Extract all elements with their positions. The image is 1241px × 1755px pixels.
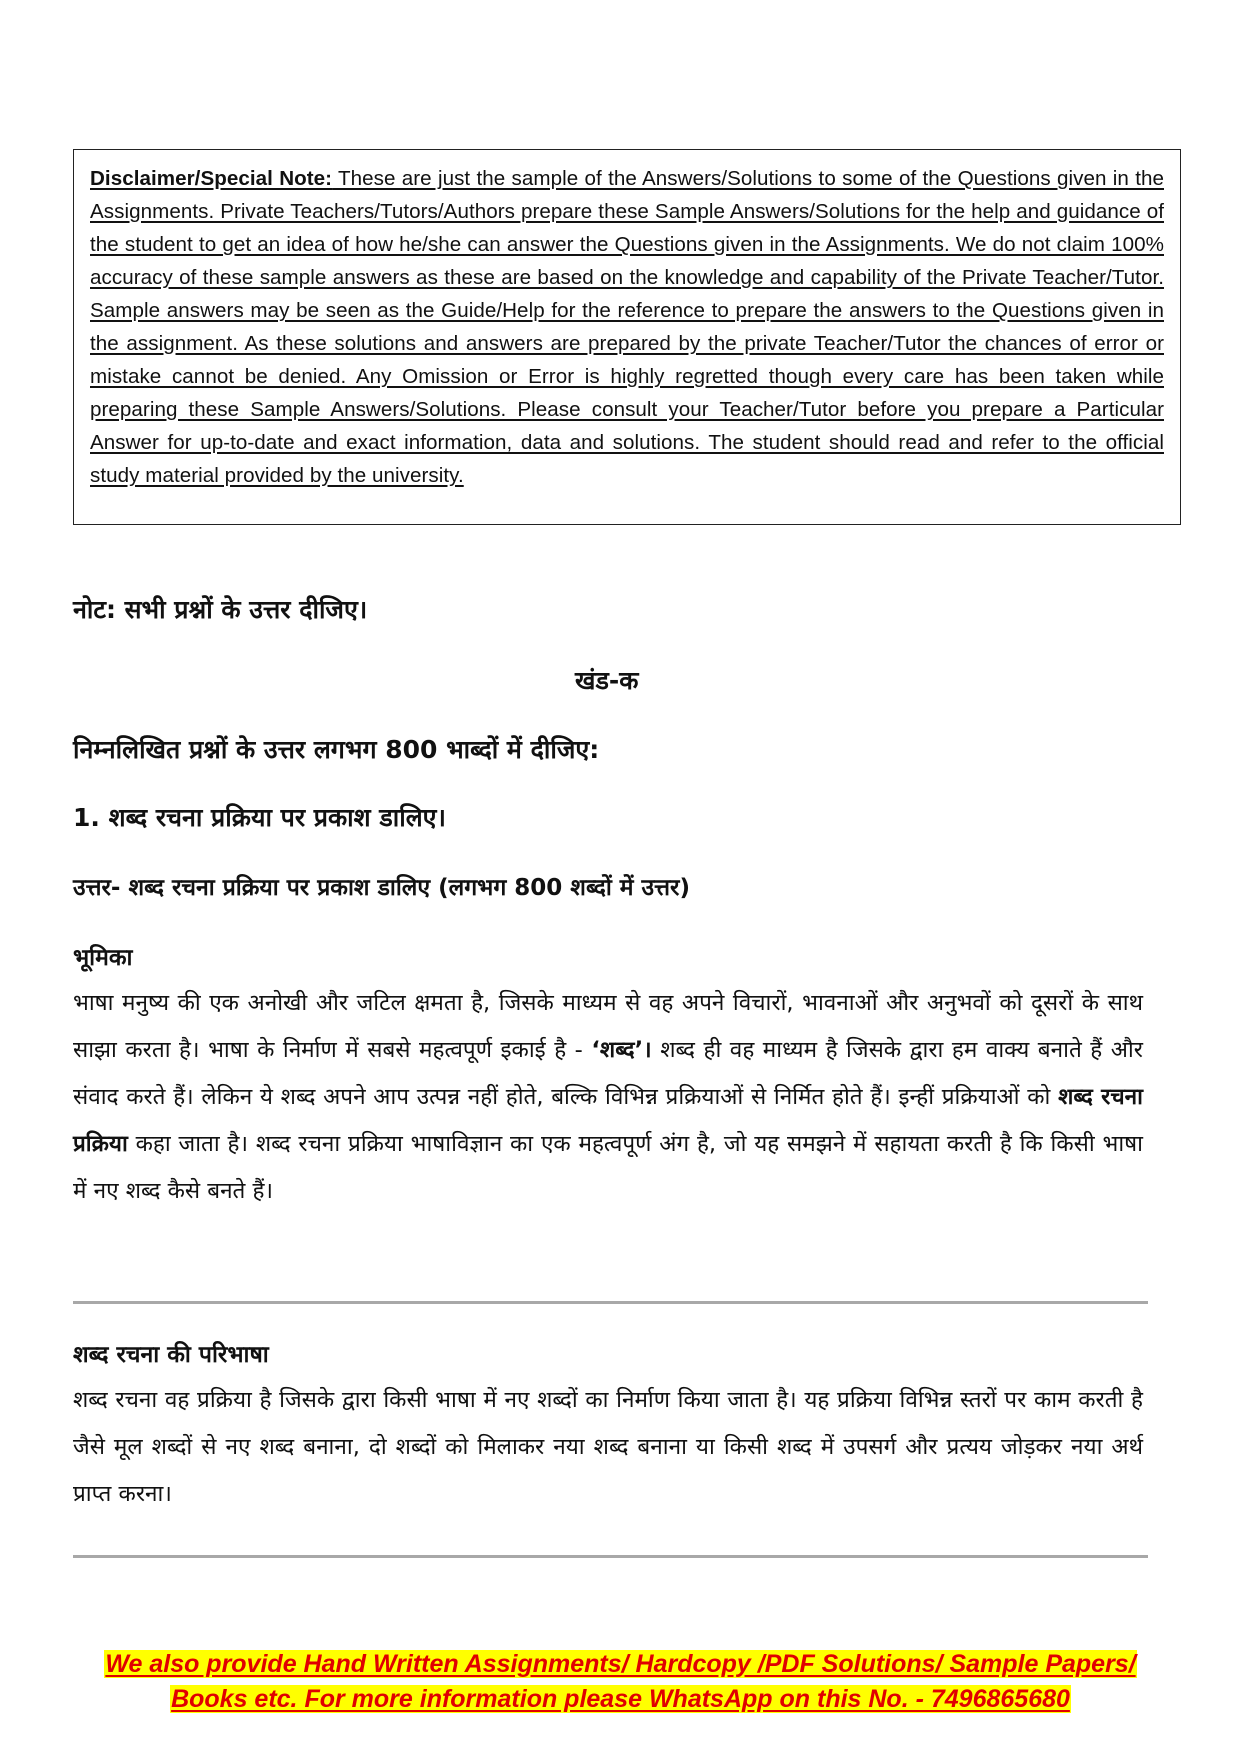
answer-heading: उत्तर- शब्द रचना प्रक्रिया पर प्रकाश डालिए (लगभग 800 शब्दों में उत्तर) — [73, 875, 690, 901]
promo-banner — [0, 1647, 1241, 1717]
disclaimer-text — [90, 162, 1164, 492]
disclaimer-body: These are just the sample of the Answers/Solutions to some of the Questions given in the Assignments. Private Teachers/Tutors/Authors prepare these Sample Answers/Solutions for the help and guidance of the student to get an idea of how he/she can answer the Questions given in the Assignments. We do not claim 100% accuracy of these sample answers as these are based on the knowledge and capability of the Private Teacher/Tutor. Sample answers may be seen as the Guide/Help for the reference to prepare the answers to the Questions given in the assignment. As these solutions and answers are prepared by the private Teacher/Tutor the chances of error or mistake cannot be denied. Any Omission or Error is highly regretted though every care has been taken while preparing these Sample Answers/Solutions. Please consult your Teacher/Tutor before you prepare a Particular Answer for up-to-date and exact information, data and solutions. The student should read and refer to the official study material provided by the university. — [90, 167, 1164, 487]
definition-heading: शब्द रचना की परिभाषा — [73, 1342, 269, 1368]
disclaimer-lead: Disclaimer/Special Note: — [90, 167, 333, 190]
intro-bold-term: शब्द रचना प्रक्रिया — [73, 1084, 1143, 1157]
promo-line-1: We also provide Hand Written Assignments/ Hardcopy /PDF Solutions/ Sample Papers/ — [105, 1650, 1136, 1678]
intro-paragraph — [73, 980, 1143, 1215]
divider — [73, 1301, 1148, 1304]
disclaimer-box — [73, 149, 1181, 525]
instruction-heading: निम्नलिखित प्रश्नों के उत्तर लगभग 800 भाब्दों में दीजिए: — [73, 735, 600, 764]
intro-heading: भूमिका — [73, 945, 133, 971]
intro-text-1: भाषा मनुष्य की एक अनोखी और जटिल क्षमता है, जिसके माध्यम से वह अपने विचारों, भावनाओं और अनुभवों को दूसरों के साथ साझा करता है। भाषा के निर्माण में सबसे महत्वपूर्ण इकाई है - — [73, 990, 1143, 1063]
promo-line-2: Books etc. For more information please WhatsApp on this No. - 7496865680 — [171, 1685, 1070, 1713]
section-title: खंड-क — [575, 666, 639, 695]
definition-paragraph: शब्द रचना वह प्रक्रिया है जिसके द्वारा किसी भाषा में नए शब्दों का निर्माण किया जाता है। यह प्रक्रिया विभिन्न स्तरों पर काम करती है जैसे मूल शब्दों से नए शब्द बनाना, दो शब्दों को मिलाकर नया शब्द बनाना या किसी शब्द में उपसर्ग और प्रत्यय जोड़कर नया अर्थ प्राप्त करना। — [73, 1387, 1143, 1507]
intro-text-2: शब्द ही वह माध्यम है जिसके द्वारा हम वाक्य बनाते हैं और संवाद करते हैं। लेकिन ये शब्द अपने आप उत्पन्न नहीं होते, बल्कि विभिन्न प्रक्रियाओं से निर्मित होते हैं। इन्हीं प्रक्रियाओं को — [73, 1037, 1143, 1110]
question-1: 1. शब्द रचना प्रक्रिया पर प्रकाश डालिए। — [73, 803, 446, 832]
intro-text-3: कहा जाता है। शब्द रचना प्रक्रिया भाषाविज्ञान का एक महत्वपूर्ण अंग है, जो यह समझने में सहायता करती है कि किसी भाषा में नए शब्द कैसे बनते हैं। — [73, 1131, 1143, 1204]
intro-bold-word: ‘शब्द’। — [591, 1037, 652, 1063]
note-heading: नोट: सभी प्रश्नों के उत्तर दीजिए। — [73, 595, 368, 624]
divider — [73, 1555, 1148, 1558]
